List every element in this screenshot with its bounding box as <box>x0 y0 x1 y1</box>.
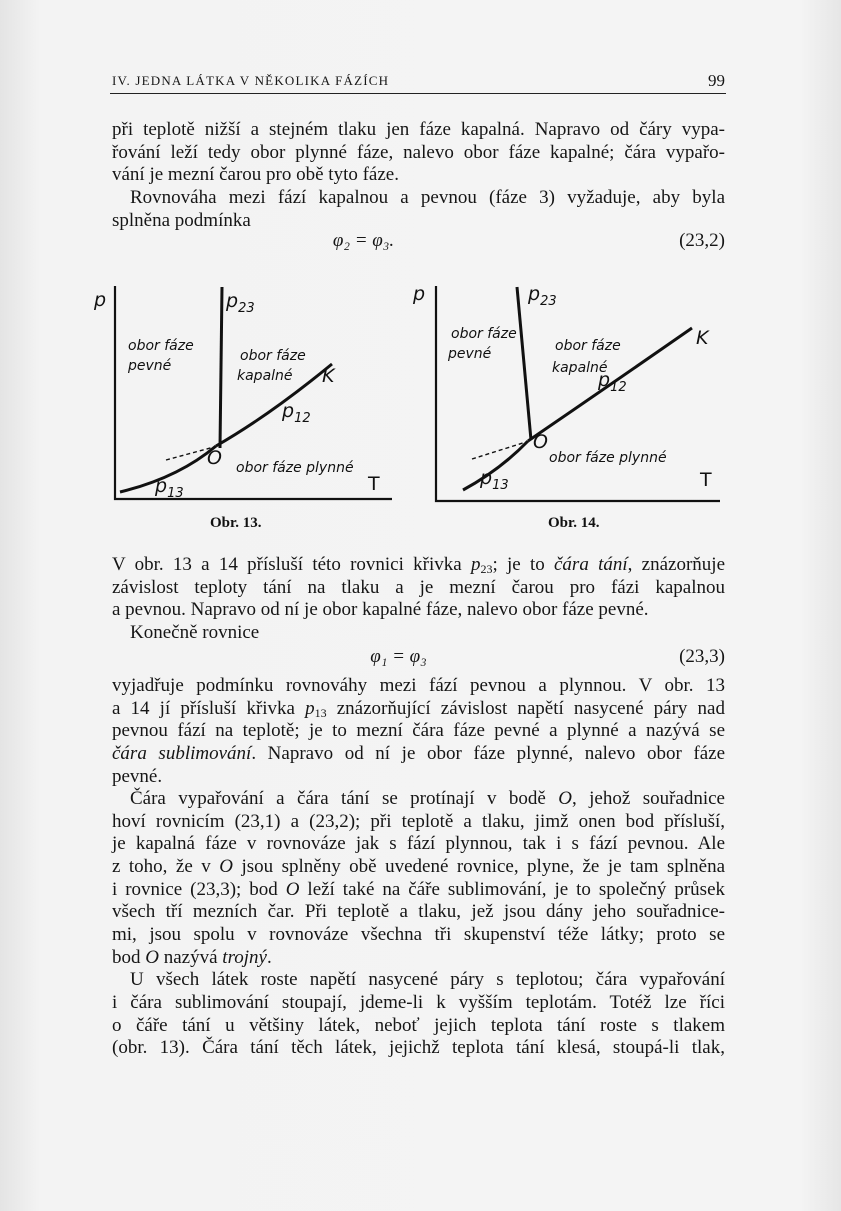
axis-label-T: T <box>700 469 712 491</box>
text-run: řování leží tedy obor plynné fáze, nalevo obor fáze kapalné; čára vypařo- <box>112 141 725 163</box>
figure-caption: Obr. 13. <box>210 515 262 531</box>
region-liquid-line2: kapalné <box>237 368 293 384</box>
italic-text: čára sublimování <box>112 742 252 764</box>
text-line <box>112 766 725 789</box>
text-line <box>112 743 725 766</box>
text-run: pevné. <box>112 765 163 787</box>
text-run: i rovnice (23,3); bod <box>112 878 286 900</box>
figure-caption: Obr. 14. <box>548 515 600 531</box>
text-line <box>112 901 725 924</box>
text-line <box>112 969 725 992</box>
italic-text: p <box>305 697 315 719</box>
text-line <box>112 554 725 577</box>
text-line <box>112 1015 725 1038</box>
paragraph-block-c <box>112 675 725 1060</box>
critical-point-K: K <box>322 365 335 387</box>
text-line <box>112 577 725 600</box>
text-run: závislost teploty tání na tlaku a je mezní čarou pro fázi kapalnou <box>112 576 725 598</box>
text-run: Čára vypařování a čára tání se protínají v bodě <box>130 788 559 810</box>
subscript: 13 <box>314 705 327 720</box>
melting-curve <box>517 287 531 440</box>
label-p13: $p_{13}$ <box>480 467 509 493</box>
text-run: , jehož souřadnice <box>571 788 725 810</box>
label-p12: $p_{12}$ <box>282 400 311 426</box>
figure-14 <box>412 283 720 531</box>
text-run: pevnou fází na teplotě; je to mezní čára fáze pevné a plynné a nazývá se <box>112 720 725 742</box>
text-run: . Napravo od ní je obor fáze plynné, nalevo obor fáze <box>251 742 726 764</box>
text-line <box>112 1037 725 1060</box>
subscript: 23 <box>480 562 493 576</box>
text-run: znázorňující závislost napětí nasycené páry nad <box>326 697 725 719</box>
figure-13 <box>93 286 392 531</box>
critical-point-K: K <box>696 327 709 349</box>
italic-text: O <box>285 878 300 900</box>
axis-label-p: p <box>413 283 426 305</box>
text-line <box>112 599 725 622</box>
text-run: je kapalná fáze v rovnováze jak s fází plynnou, tak i s fází pevnou. Ale <box>112 833 725 855</box>
equation-formula: φ₁ = φ₃ <box>370 646 427 667</box>
italic-text: O <box>145 946 159 968</box>
text-run: ; je to <box>492 554 554 575</box>
text-run: U všech látek roste napětí nasycené páry s teplotou; čára vypařování <box>130 969 725 991</box>
equation-number: (23,3) <box>679 646 725 667</box>
region-liquid-line1: obor fáze <box>240 348 306 364</box>
label-p12: $p_{12}$ <box>598 369 627 395</box>
text-line <box>112 675 725 698</box>
text-run: Konečně rovnice <box>130 621 260 643</box>
axis-label-p: p <box>94 289 107 311</box>
text-run: a pevnou. Napravo od ní je obor kapalné fáze, nalevo obor fáze pevné. <box>112 599 649 621</box>
paragraph-block-b <box>112 554 725 645</box>
text-run: mi, jsou spolu v rovnováze všechna tři skupenství téže látky; proto se <box>112 924 725 946</box>
region-solid-line1: obor fáze <box>451 326 517 342</box>
text-run: o čáře tání u většiny látek, neboť jejich teplota tání roste s tlakem <box>112 1014 725 1036</box>
italic-text: O <box>558 788 572 810</box>
text-run: V obr. 13 a 14 přísluší této rovnici křivka <box>112 554 471 575</box>
text-run: bod <box>112 946 146 968</box>
text-run: . <box>266 946 272 968</box>
text-run: při teplotě nižší a stejném tlaku jen fáze kapalná. Napravo od čáry vypa- <box>112 119 725 140</box>
italic-text: čára tání <box>554 554 628 575</box>
italic-text: O <box>219 856 233 878</box>
italic-text: trojný <box>222 946 267 968</box>
text-run: (obr. 13). Čára tání těch látek, jejichž teplota tání klesá, stoupá-li tlak, <box>112 1037 725 1059</box>
text-run: Rovnováha mezi fází kapalnou a pevnou (fáze 3) vyžaduje, aby byla <box>130 186 725 208</box>
axis-label-T: T <box>368 473 380 495</box>
region-gas: obor fáze plynné <box>236 460 354 476</box>
text-run: vyjadřuje podmínku rovnováhy mezi fází pevnou a plynnou. V obr. 13 <box>112 675 725 696</box>
text-line <box>112 720 725 743</box>
axes <box>436 286 720 501</box>
label-p23: $p_{23}$ <box>226 290 255 316</box>
region-solid-line2: pevné <box>448 346 492 362</box>
page-number: 99 <box>708 71 725 90</box>
italic-text: p <box>470 554 481 575</box>
region-solid-line2: pevné <box>128 358 172 374</box>
region-liquid-line1: obor fáze <box>555 338 621 354</box>
text-run: i čára sublimování stoupají, jdeme-li k vyšším teplotám. Totéž lze říci <box>112 991 725 1013</box>
text-line <box>112 833 725 856</box>
text-line <box>112 856 725 879</box>
text-line <box>112 698 725 721</box>
text-run: vání je mezní čarou pro obě tyto fáze. <box>112 164 399 186</box>
melting-curve <box>220 287 222 448</box>
text-line <box>112 811 725 834</box>
text-run: leží také na čáře sublimování, je to společný průsek <box>299 878 725 900</box>
text-line <box>112 924 725 947</box>
text-run: nazývá <box>158 946 223 968</box>
text-line <box>112 992 725 1015</box>
text-run: hoví rovnicím (23,1) a (23,2); při teplotě a tlaku, jimž onen bod přísluší, <box>112 810 725 832</box>
text-line <box>112 947 725 970</box>
label-p23: $p_{23}$ <box>528 283 557 309</box>
region-gas: obor fáze plynné <box>549 450 667 466</box>
text-run: , znázorňuje <box>627 554 726 575</box>
text-run: z toho, že v <box>112 856 220 878</box>
chapter-title: IV. JEDNA LÁTKA V NĚKOLIKA FÁZÍCH <box>112 73 390 88</box>
text-run: splněna podmínka <box>112 209 251 231</box>
text-line <box>112 879 725 902</box>
label-p13: $p_{13}$ <box>155 475 184 501</box>
text-run: jsou splněny obě uvedené rovnice, plyne, že je tam splněna <box>232 856 726 878</box>
equation-formula: φ₂ = φ₃. <box>332 230 395 251</box>
text-run: všech tří mezních čar. Při teplotě a tlaku, jež jsou dány jeho souřadnice- <box>112 901 725 923</box>
text-line <box>112 622 725 645</box>
region-liquid-line2: kapalné <box>552 360 608 376</box>
region-solid-line1: obor fáze <box>128 338 194 354</box>
triple-point-O: O <box>533 431 548 453</box>
equation-23-3 <box>112 645 725 669</box>
triple-point-O: O <box>207 447 222 469</box>
text-line <box>112 788 725 811</box>
equation-number: (23,2) <box>679 230 725 251</box>
text-run: a 14 jí přísluší křivka <box>112 697 306 719</box>
